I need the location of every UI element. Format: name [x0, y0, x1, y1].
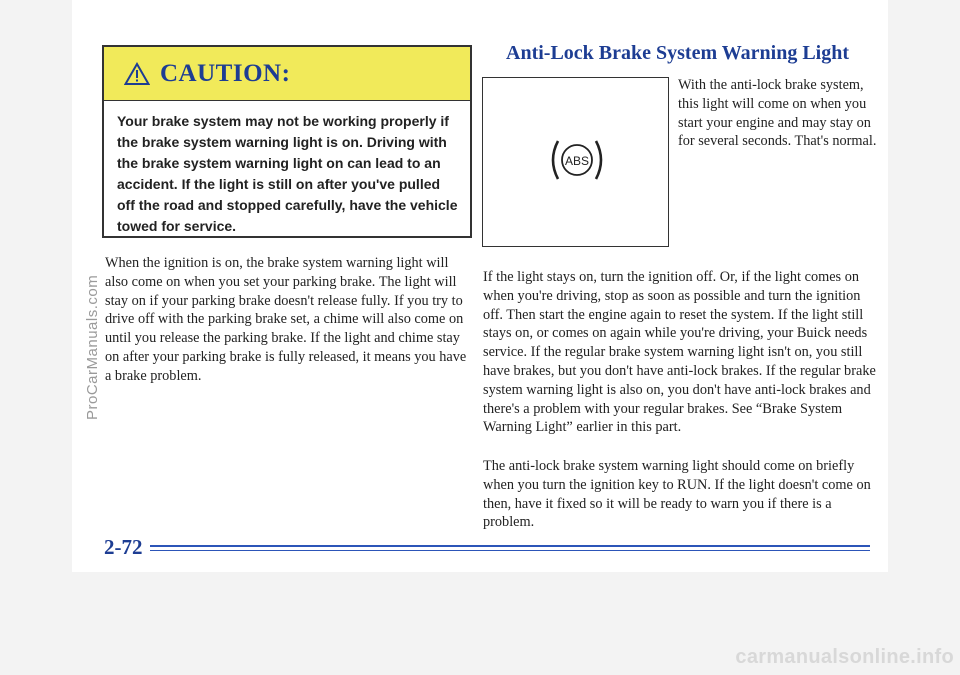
abs-warning-light-icon [545, 135, 609, 185]
footer-rule-bottom [150, 550, 870, 551]
warning-triangle-icon [124, 62, 150, 86]
caution-header [104, 47, 470, 101]
caution-box [102, 45, 472, 238]
caution-title: CAUTION: [160, 59, 291, 87]
abs-light-illustration [482, 77, 669, 247]
section-title: Anti-Lock Brake System Warning Light [506, 42, 849, 64]
brake-warning-paragraph: When the ignition is on, the brake system warning light will also come on when you set your parking brake. The light will stay on if your parking brake doesn't release fully. If you try to drive off with the parking brake set, a chime will also come on until you release the parking brake. If the light and chime stay on after your parking brake is fully released, it means you have a brake problem. [105, 255, 467, 384]
abs-light-caption: With the anti-lock brake system, this light will come on when you start your engine and may stay on for several seconds. That's normal. [678, 77, 877, 150]
footer-watermark: carmanualsonline.info [735, 646, 954, 668]
abs-paragraph-2: The anti-lock brake system warning light should come on briefly when you turn the ignition key to RUN. If the light doesn't come on then, have it fixed so it will be ready to warn you if there is a problem. [483, 458, 871, 531]
abs-paragraph-1: If the light stays on, turn the ignition off. Or, if the light comes on when you're driving, stop as soon as possible and turn the ignition off. Then start the engine again to reset the system. If the light still stays on, or comes on again while you're driving, your Buick needs service. If the regular brake system warning light isn't on, you still have brakes, but you don't have anti-lock brakes. If the regular brake system warning light is also on, you don't have anti-lock brakes and there's a problem with your regular brakes. See “Brake System Warning Light” earlier in this part. [483, 269, 876, 436]
footer-rule-top [150, 545, 870, 547]
page-number: 2-72 [104, 535, 143, 559]
side-watermark: ProCarManuals.com [84, 274, 101, 420]
abs-icon-label: ABS [564, 154, 590, 168]
caution-text: Your brake system may not be working properly if the brake system warning light is on. Driving with the brake system warning light on can lead to an accident. If the light is still on after you've pulled off the road and stopped carefully, have the vehicle towed for service. [117, 113, 458, 234]
